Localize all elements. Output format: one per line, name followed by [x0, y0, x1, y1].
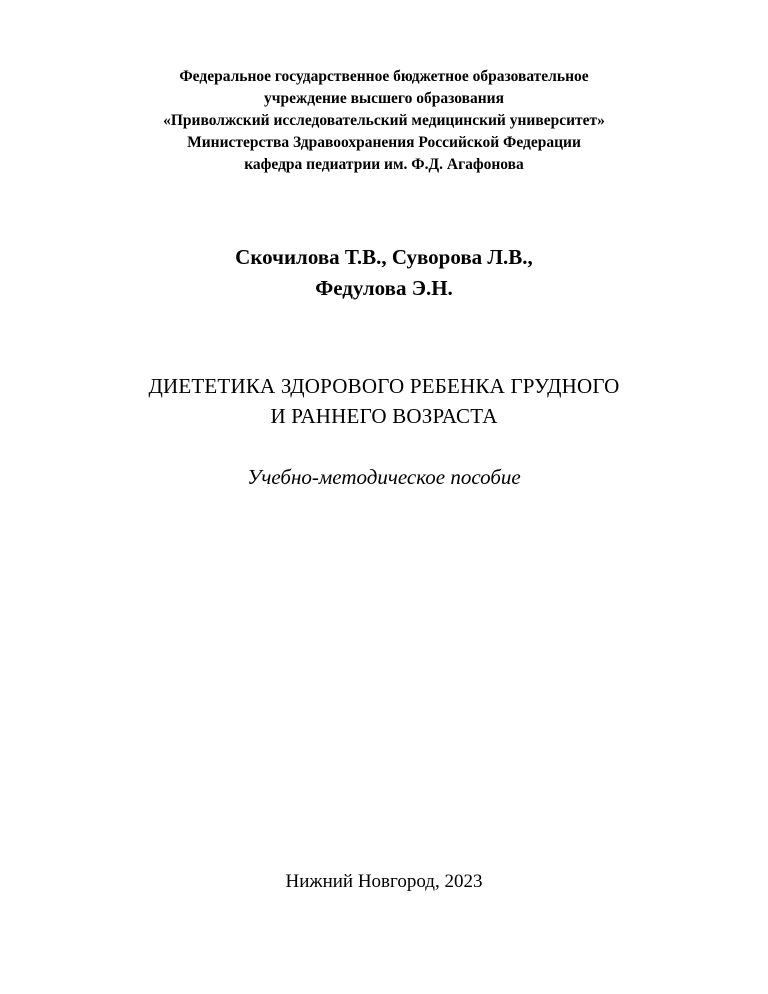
title-line-1: ДИЕТЕТИКА ЗДОРОВОГО РЕБЕНКА ГРУДНОГО — [148, 374, 620, 398]
institution-line: Министерства Здравоохранения Российской Федерации — [187, 134, 581, 151]
place-and-year: Нижний Новгород, 2023 — [285, 871, 483, 892]
title-line-2: И РАННЕГО ВОЗРАСТА — [270, 404, 498, 428]
institution-line: Федеральное государственное бюджетное образовательное — [179, 68, 589, 85]
institution-block — [0, 66, 768, 176]
institution-line: «Приволжский исследовательский медицинский университет» — [163, 112, 605, 129]
authors-line-2: Федулова Э.Н. — [315, 276, 453, 300]
authors-block — [0, 242, 768, 304]
authors-line-1: Скочилова Т.В., Суворова Л.В., — [235, 245, 533, 269]
department-line: кафедра педиатрии им. Ф.Д. Агафонова — [244, 156, 524, 173]
document-title — [0, 371, 768, 431]
document-subtitle: Учебно-методическое пособие — [247, 465, 521, 489]
institution-line: учреждение высшего образования — [264, 90, 504, 107]
